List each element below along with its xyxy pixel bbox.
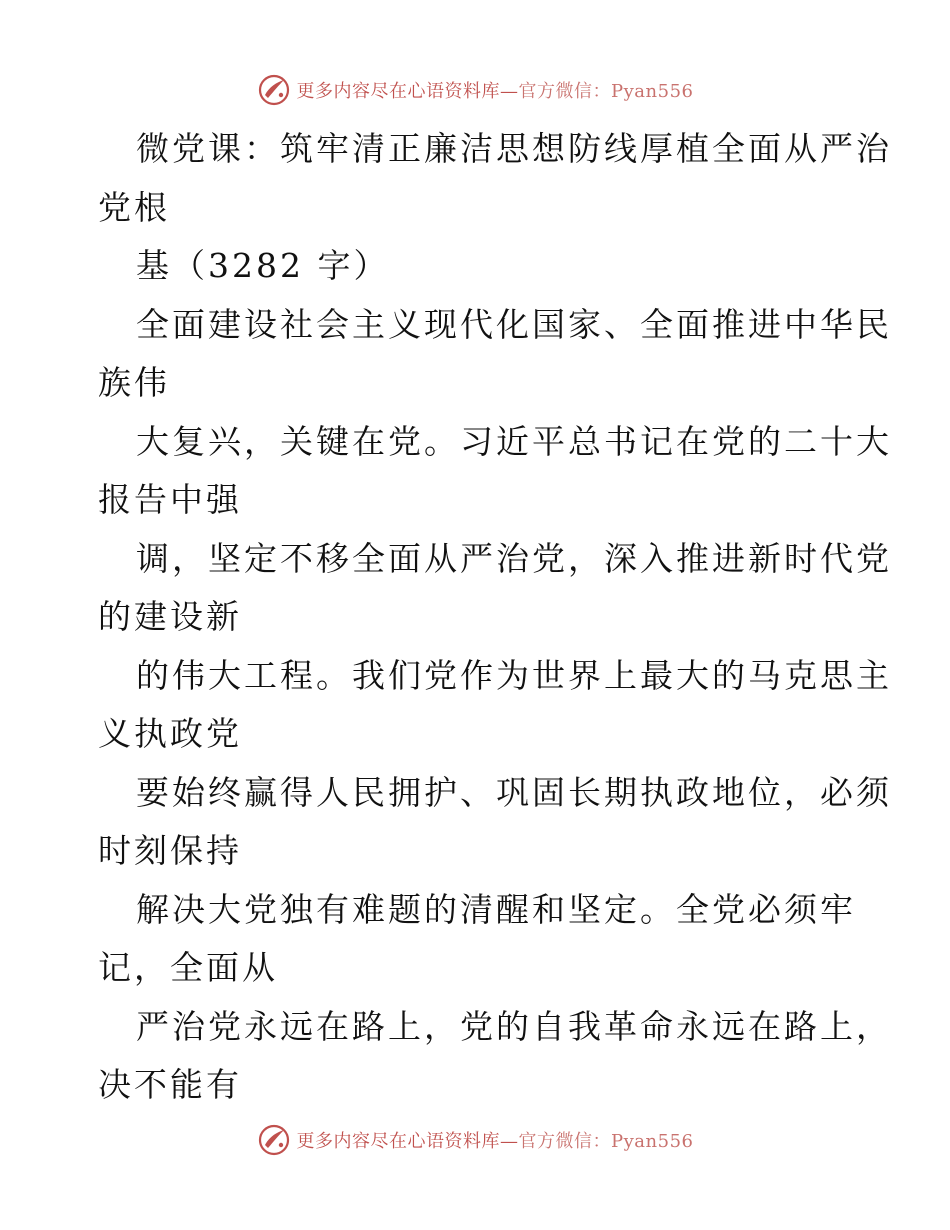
banner-wechat-text: 官方微信：Pyan556 <box>518 1131 694 1152</box>
text-line: 大复兴，关键在党。习近平总书记在党的二十大 <box>136 421 892 461</box>
banner-dash: — <box>500 81 519 102</box>
text-line: 要始终赢得人民拥护、巩固长期执政地位，必须 <box>136 772 892 812</box>
text-line: 调，坚定不移全面从严治党，深入推进新时代党 <box>136 538 892 578</box>
text-line: 党根 <box>98 187 170 227</box>
text-line: 族伟 <box>98 363 170 402</box>
brush-logo-icon <box>257 1123 291 1157</box>
header-banner <box>0 70 950 110</box>
banner-content <box>257 73 694 107</box>
text-line: 记，全面从 <box>98 948 278 987</box>
footer-banner <box>0 1120 950 1160</box>
text-line: 的建设新 <box>98 597 242 636</box>
banner-content <box>257 1123 694 1157</box>
text-line: 全面建设社会主义现代化国家、全面推进中华民 <box>136 304 892 344</box>
text-line: 的伟大工程。我们党作为世界上最大的马克思主 <box>136 655 892 695</box>
banner-main-text: 更多内容尽在心语资料库 <box>296 81 501 102</box>
text-line: 报告中强 <box>98 480 242 519</box>
banner-text <box>297 1127 694 1153</box>
banner-text <box>297 77 694 103</box>
banner-main-text: 更多内容尽在心语资料库 <box>296 1131 501 1152</box>
text-line: 解决大党独有难题的清醒和坚定。全党必须牢 <box>136 889 856 929</box>
brush-logo-icon <box>257 73 291 107</box>
document-body <box>98 120 892 1115</box>
banner-dash: — <box>500 1131 519 1152</box>
text-line: 基（3282 字） <box>136 246 390 285</box>
text-line: 决不能有 <box>98 1065 242 1104</box>
text-line: 严治党永远在路上，党的自我革命永远在路上， <box>136 1006 892 1046</box>
text-line: 时刻保持 <box>98 831 242 870</box>
text-line: 微党课：筑牢清正廉洁思想防线厚植全面从严治 <box>136 129 892 168</box>
banner-wechat-text: 官方微信：Pyan556 <box>518 81 694 102</box>
text-line: 义执政党 <box>98 714 242 753</box>
